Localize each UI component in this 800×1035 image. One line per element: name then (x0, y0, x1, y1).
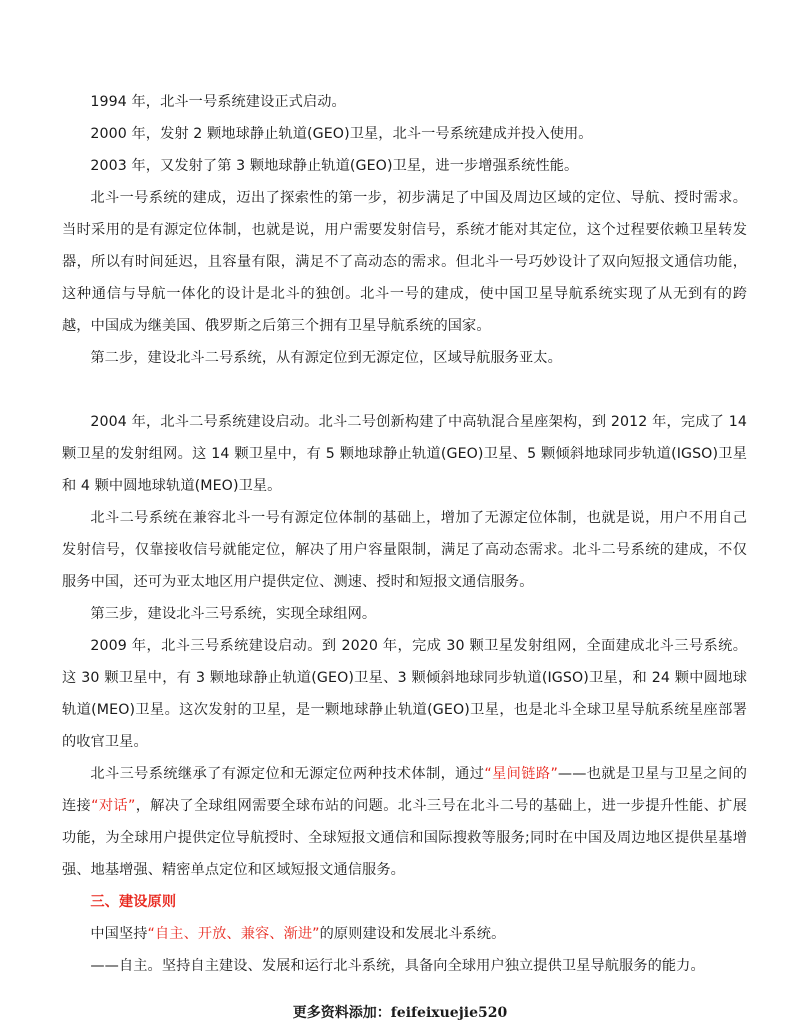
text-segment: 北斗三号系统继承了有源定位和无源定位两种技术体制，通过 (90, 766, 485, 782)
highlight-inter-satellite-link: “星间链路” (484, 766, 558, 782)
section-heading: 三、建设原则 (90, 894, 177, 910)
paragraph-2000: 2000 年，发射 2 颗地球静止轨道(GEO)卫星，北斗一号系统建成并投入使用。 (90, 126, 593, 142)
highlight-principles: “自主、开放、兼容、渐进” (147, 926, 320, 942)
paragraph-beidou3-summary (62, 758, 747, 886)
paragraph-2004: 2004 年，北斗二号系统建设启动。北斗二号创新构建了中高轨混合星座架构，到 2012 年，完成了 14 颗卫星的发射组网。这 14 颗卫星中，有 5 颗地球静止轨道(GEO)卫星、5 颗倾斜地球同步轨道(IGSO)卫星和 4 颗中圆地球轨道(MEO)卫星。 (62, 414, 747, 494)
footer-note: 更多资料添加：feifeixuejie520 (292, 1005, 508, 1021)
paragraph-autonomy: ——自主。坚持自主建设、发展和运行北斗系统，具备向全球用户独立提供卫星导航服务的能力。 (90, 958, 705, 974)
document-body (62, 86, 747, 982)
paragraph-principles (62, 918, 747, 950)
paragraph-beidou1-summary: 北斗一号系统的建成，迈出了探索性的第一步，初步满足了中国及周边区域的定位、导航、授时需求。当时采用的是有源定位体制，也就是说，用户需要发射信号，系统才能对其定位，这个过程要依赖卫星转发器，所以有时间延迟，且容量有限，满足不了高动态的需求。但北斗一号巧妙设计了双向短报文通信功能，这种通信与导航一体化的设计是北斗的独创。北斗一号的建成，使中国卫星导航系统实现了从无到有的跨越，中国成为继美国、俄罗斯之后第三个拥有卫星导航系统的国家。 (62, 190, 747, 334)
highlight-dialogue: “对话” (91, 798, 136, 814)
paragraph-2003: 2003 年，又发射了第 3 颗地球静止轨道(GEO)卫星，进一步增强系统性能。 (90, 158, 579, 174)
paragraph-beidou2-summary: 北斗二号系统在兼容北斗一号有源定位体制的基础上，增加了无源定位体制，也就是说，用户不用自己发射信号，仅靠接收信号就能定位，解决了用户容量限制，满足了高动态需求。北斗二号系统的建成，不仅服务中国，还可为亚太地区用户提供定位、测速、授时和短报文通信服务。 (62, 510, 747, 590)
text-segment: 中国坚持 (90, 926, 148, 942)
text-segment: ——也就是卫星与卫星之间的连接 (62, 766, 747, 814)
paragraph-1994: 1994 年，北斗一号系统建设正式启动。 (90, 94, 346, 110)
text-segment: 的原则建设和发展北斗系统。 (319, 926, 506, 942)
paragraph-step-two: 第二步，建设北斗二号系统，从有源定位到无源定位，区域导航服务亚太。 (90, 350, 562, 366)
text-segment: ，解决了全球组网需要全球布站的问题。北斗三号在北斗二号的基础上，进一步提升性能、扩展功能，为全球用户提供定位导航授时、全球短报文通信和国际搜救等服务;同时在中国及周边地区提供星基增强、地基增强、精密单点定位和区域短报文通信服务。 (62, 798, 747, 878)
paragraph-step-three: 第三步，建设北斗三号系统，实现全球组网。 (90, 606, 377, 622)
paragraph-2009: 2009 年，北斗三号系统建设启动。到 2020 年，完成 30 颗卫星发射组网，全面建成北斗三号系统。这 30 颗卫星中，有 3 颗地球静止轨道(GEO)卫星、3 颗倾斜地球同步轨道(IGSO)卫星，和 24 颗中圆地球轨道(MEO)卫星。这次发射的卫星，是一颗地球静止轨道(GEO)卫星，也是北斗全球卫星导航系统星座部署的收官卫星。 (62, 638, 747, 750)
